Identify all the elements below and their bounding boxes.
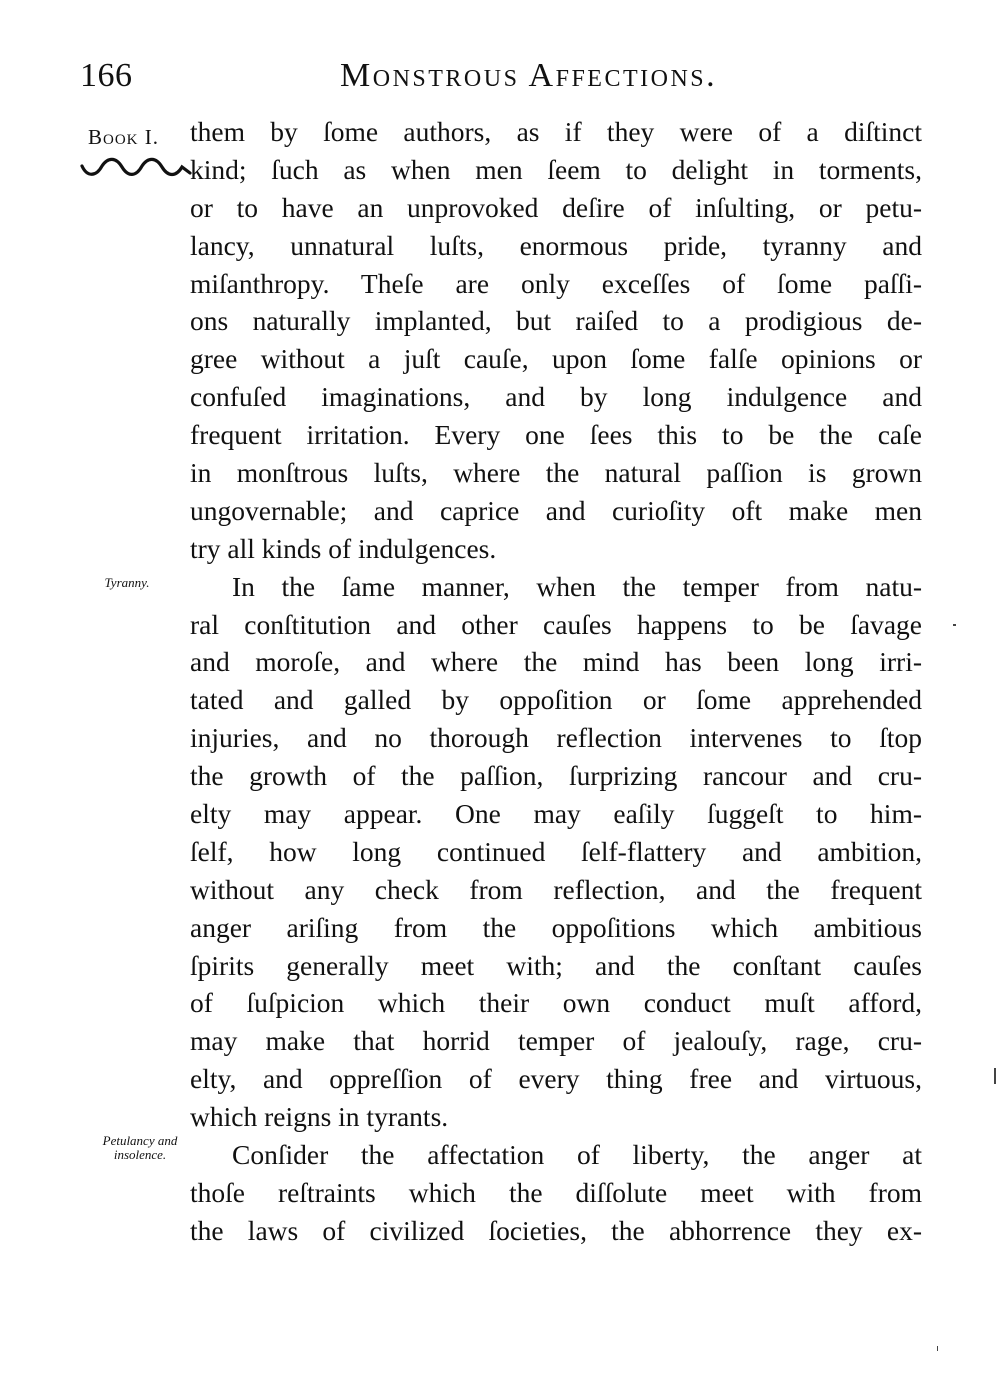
text-line: lancy, unnatural luſts, enormous pride, tyranny and xyxy=(190,229,922,261)
text-line: confuſed imaginations, and by long indulgence and xyxy=(190,381,922,413)
text-line: of ſuſpicion which their own conduct muſt afford, xyxy=(190,987,922,1019)
text-line: injuries, and no thorough reflection intervenes to ſtop xyxy=(190,722,922,754)
text-line: elty may appear. One may eaſily ſuggeſt to him- xyxy=(190,798,922,830)
text-line: thoſe reſtraints which the diſſolute meet with from xyxy=(190,1176,922,1208)
text-line: tated and galled by oppoſition or ſome apprehended xyxy=(190,684,922,716)
text-line: ungovernable; and caprice and curioſity oft make men xyxy=(190,494,922,526)
margin-note-petulancy-line: insolence. xyxy=(113,1147,167,1162)
text-line: and moroſe, and where the mind has been long irri- xyxy=(190,646,922,678)
text-line: in monſtrous luſts, where the natural paſſion is grown xyxy=(190,457,922,489)
text-line: ſelf, how long continued ſelf-flattery and ambition, xyxy=(190,835,922,867)
page-number: 166 xyxy=(80,57,133,94)
text-line: kind; ſuch as when men ſeem to delight in torments, xyxy=(190,153,922,185)
running-head: Monstrous Affections. xyxy=(340,57,718,94)
text-line: ſpirits generally meet with; and the conſtant cauſes xyxy=(190,949,922,981)
scan-speck xyxy=(994,1068,996,1084)
text-line: Conſider the affectation of liberty, the anger at xyxy=(232,1139,922,1171)
tilde-ornament-icon xyxy=(80,155,192,181)
text-line: anger ariſing from the oppoſitions which ambitious xyxy=(190,911,922,943)
text-line: elty, and oppreſſion of every thing free and virtuous, xyxy=(190,1063,922,1095)
scan-speck xyxy=(953,624,956,626)
text-line: them by ſome authors, as if they were of a diſtinct xyxy=(190,116,922,147)
margin-note-tyranny: Tyranny. xyxy=(104,575,150,590)
margin-book-label: Book I. xyxy=(88,125,159,149)
text-line: ral conſtitution and other cauſes happens to be ſavage xyxy=(190,608,922,640)
text-line: frequent irritation. Every one ſees this to be the caſe xyxy=(190,419,922,451)
text-line: try all kinds of indulgences. xyxy=(190,532,497,564)
text-line: the laws of civilized ſocieties, the abhorrence they ex- xyxy=(190,1214,922,1246)
text-line: the growth of the paſſion, ſurprizing rancour and cru- xyxy=(190,760,922,792)
text-line: which reigns in tyrants. xyxy=(190,1101,449,1133)
text-line: without any check from reflection, and the frequent xyxy=(190,873,922,905)
text-line: miſanthropy. Theſe are only exceſſes of ſome paſſi- xyxy=(190,267,922,299)
text-line: ons naturally implanted, but raiſed to a prodigious de- xyxy=(190,305,922,337)
margin-note-petulancy-line: Petulancy and xyxy=(102,1133,178,1148)
text-line: may make that horrid temper of jealouſy, rage, cru- xyxy=(190,1025,922,1057)
text-line: In the ſame manner, when the temper from natu- xyxy=(232,570,922,602)
text-line: or to have an unprovoked deſire of inſulting, or petu- xyxy=(190,191,922,223)
margin-note-petulancy xyxy=(76,1134,204,1162)
text-line: gree without a juſt cauſe, upon ſome falſe opinions or xyxy=(190,343,922,375)
scan-speck xyxy=(937,1346,938,1351)
body-text xyxy=(190,113,922,1250)
